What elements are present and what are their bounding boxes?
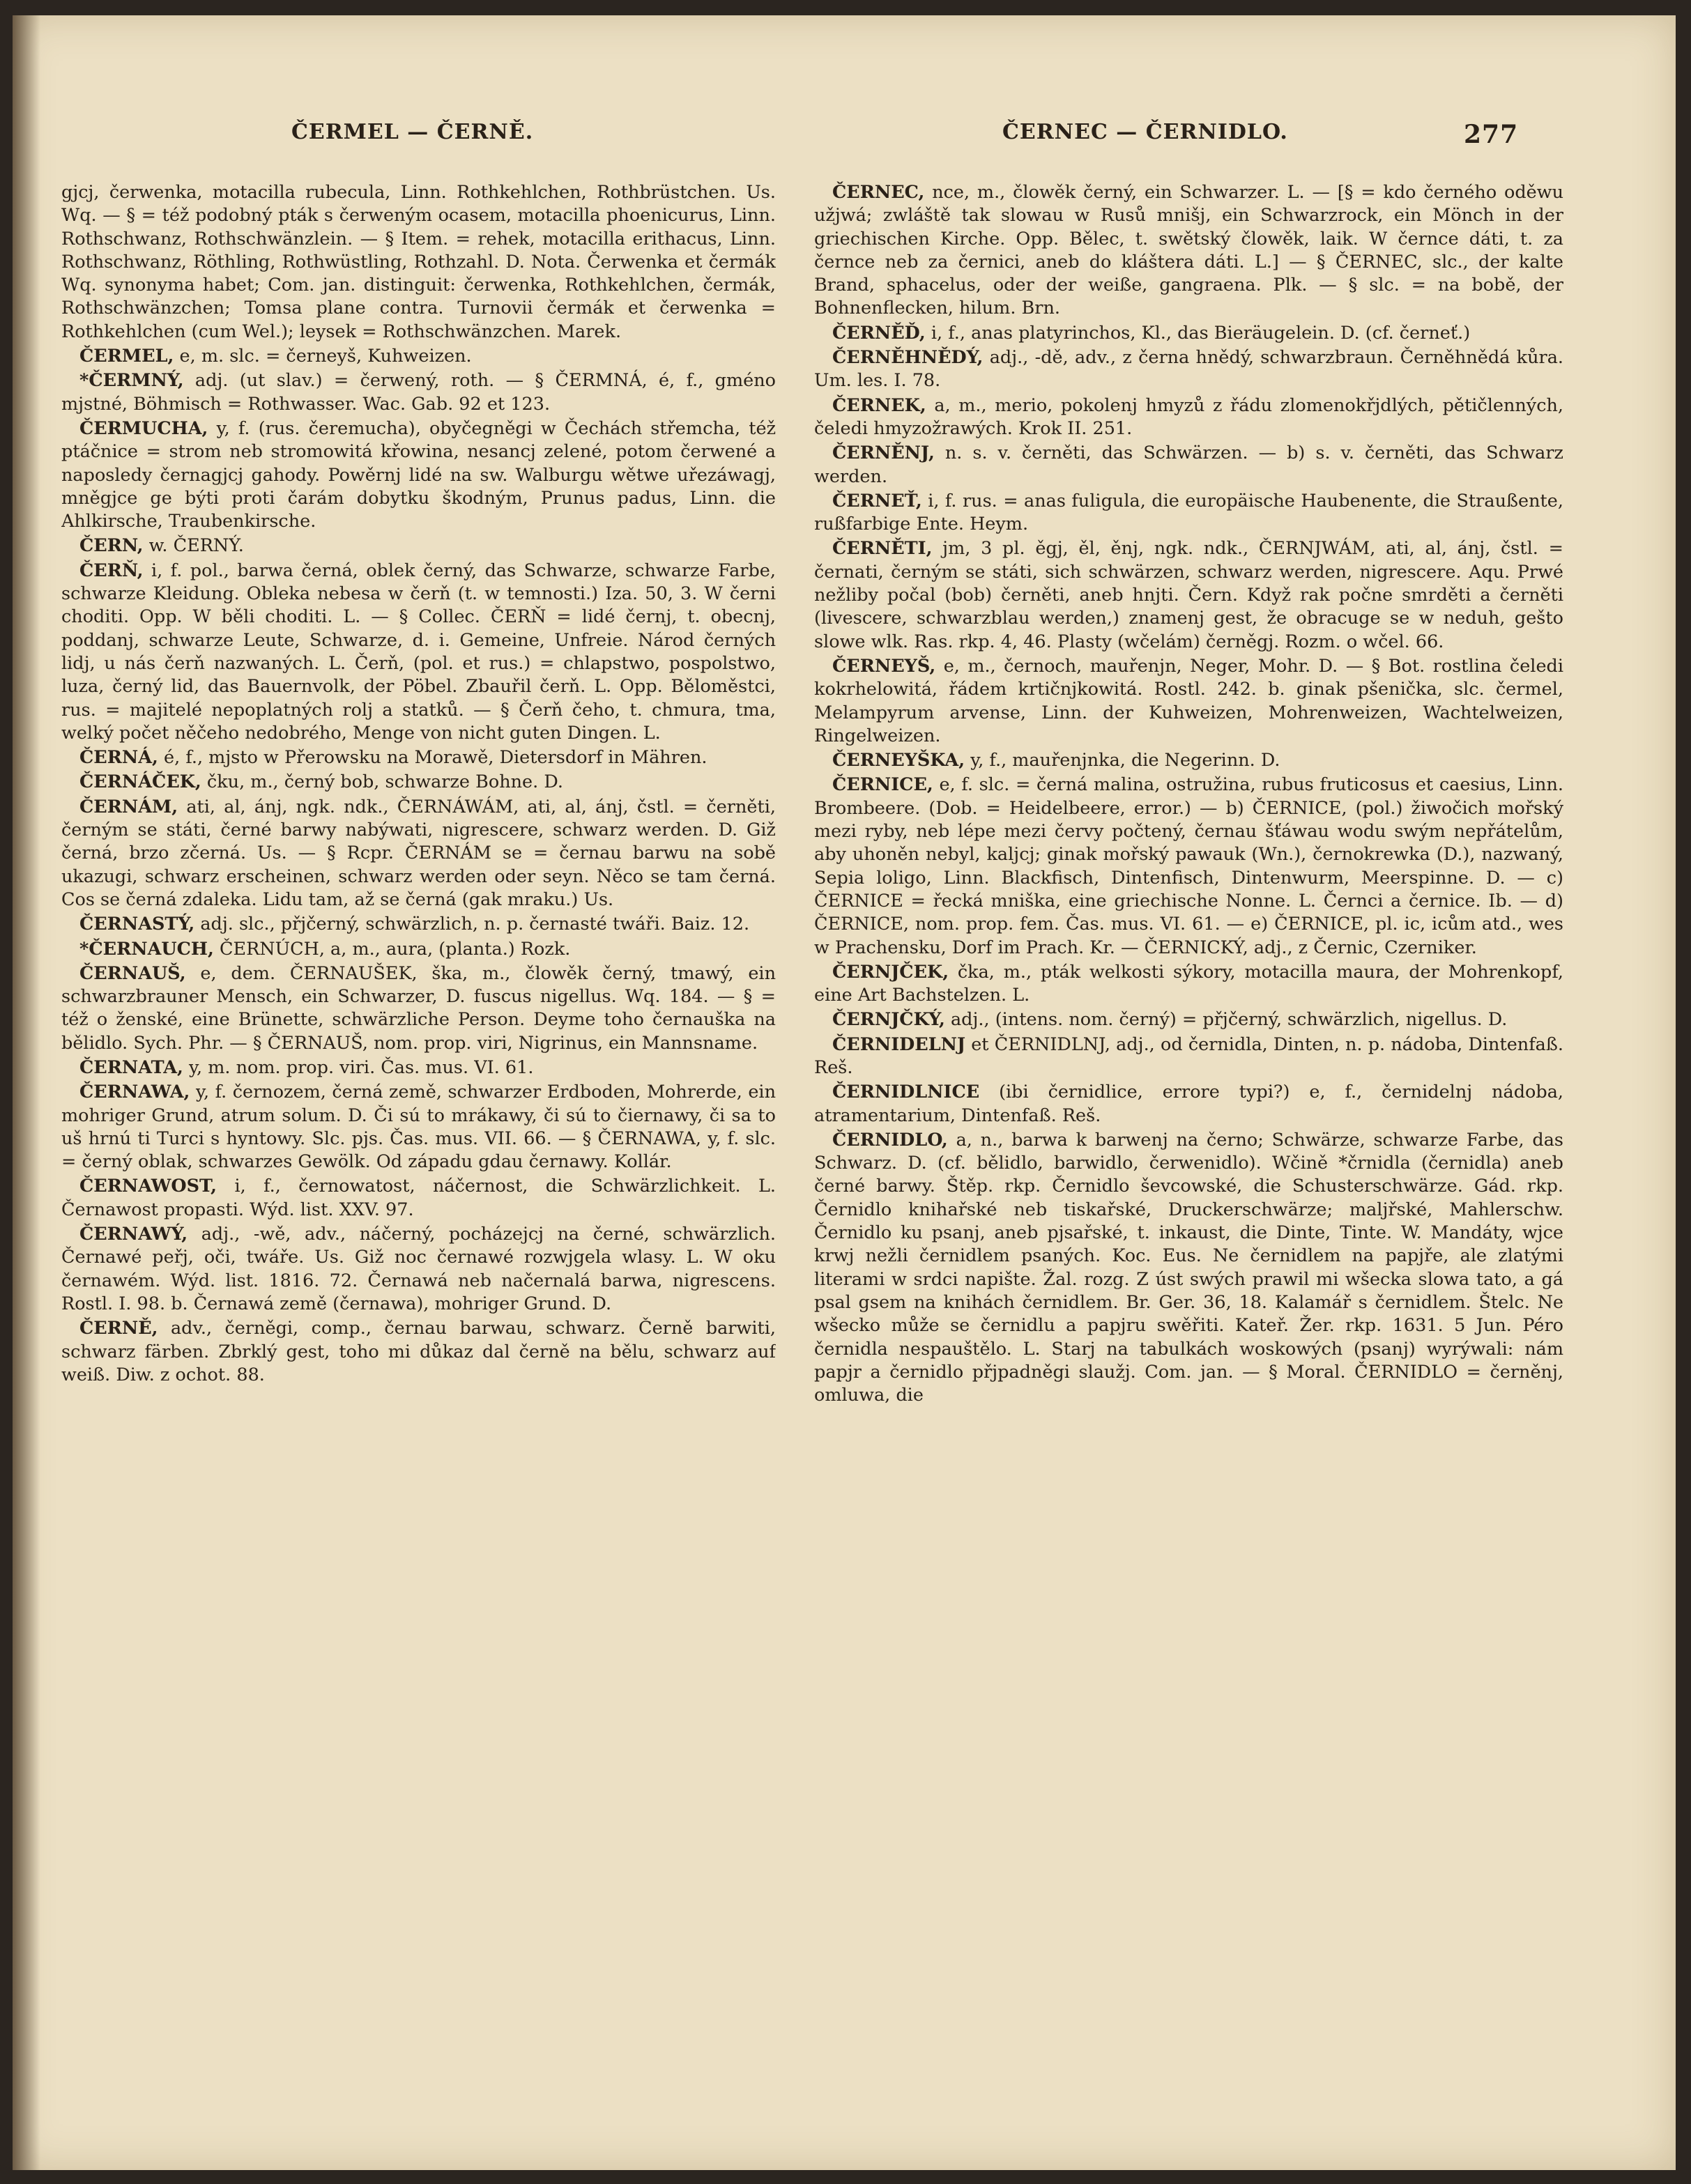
dictionary-entry (61, 1056, 776, 1079)
entry-definition: jm, 3 pl. ěgj, ěl, ěnj, ngk. ndk., ČERNJWÁM, ati, al, ánj, čstl. = černati, černým se státi, sich schwärzen, schwarz werden, nigrescere. Aqu. Prwé nežliby počal (bob) černěti, aneb hnjti. Čern. Když rak počne smrděti a černěti (livescere, schwarzblau werden,) znamenj gest, že obracugе se w neduh, gešto slowe wlk. Ras. rkp. 4, 46. Plasty (wčelám) černěgj. Rozm. o wčel. 66. (814, 538, 1563, 652)
entry-headword: ČERNEK, (832, 394, 926, 416)
entry-definition: e, m. slc. = černeyš, Kuhweizen. (179, 346, 472, 367)
entry-headword: ČERMEL, (79, 346, 174, 367)
entry-headword: ČERNATA, (79, 1056, 183, 1078)
dictionary-entry (814, 749, 1563, 772)
entry-headword: ČERNĚ, (79, 1318, 158, 1339)
entry-headword: ČERŇ, (79, 560, 144, 581)
left-running-header: ČERMEL — ČERNĚ. (291, 120, 534, 144)
entry-headword: ČERNICE, (832, 774, 933, 796)
entry-headword: ČERNEYŠ, (832, 655, 936, 677)
dictionary-entry (61, 369, 776, 416)
entry-headword: ČERNÁČEK, (79, 771, 201, 793)
entry-definition: w. ČERNÝ. (148, 535, 244, 557)
entry-definition: adj., -dě, adv., z černa hnědý, schwarzbraun. Černěhnědá kůra. Um. les. I. 78. (814, 347, 1563, 392)
book-spine-shadow (13, 15, 40, 2170)
entry-definition: e, m., černoch, mauřenjn, Neger, Mohr. D. — § Bot. rostlina čeledi kokrhelowitá, řádem krtičnjkowitá. Rostl. 242. b. ginak pšenička, slc. čermel, Melampyrum arvense, Linn. der Kuhweizen, Mohrenweizen, Wachtelweizen, Ringelweizen. (814, 655, 1563, 746)
entry-headword: ČERNĚHNĚDÝ, (832, 347, 984, 369)
entry-definition: ati, al, ánj, ngk. ndk., ČERNÁWÁM, ati, al, ánj, čstl. = černěti, černým se státi, černé barwy nabýwati, nigrescere, schwarz werden. D. Giž černá, brzo zčerná. Us. — § Rcpr. ČERNÁM se = černau barwu na sobě ukazugi, schwarz erscheinen, schwarz werden oder seyn. Něco se tam černá. Cos se černá zdaleka. Lidu tam, až se černá (gak mraku.) Us. (61, 796, 776, 910)
dictionary-entry (61, 1223, 776, 1316)
entry-definition: čka, m., pták welkosti sýkory, motacilla maura, der Mohrenkopf, eine Art Bachstelzen. L. (814, 961, 1563, 1006)
dictionary-entry (814, 346, 1563, 393)
entry-headword: ČERNEYŠKA, (832, 750, 965, 771)
dictionary-entry (814, 655, 1563, 748)
entry-definition: i, f., černowatost, náčernost, die Schwärzlichkeit. L. Černawost propasti. Wýd. list. XXV. 97. (61, 1176, 776, 1220)
entry-definition: i, f., anas platyrinchos, Kl., das Bieräugelein. D. (cf. černeť.) (931, 322, 1471, 344)
entry-headword: ČERN, (79, 535, 144, 557)
dictionary-entry (814, 774, 1563, 959)
dictionary-entry (61, 771, 776, 794)
entry-definition: a, m., merio, pokolenj hmyzů z řádu zlomenokřjdlých, pětičlenných, čeledi hmyzožrawých. Krok II. 251. (814, 394, 1563, 439)
entry-definition: i, f. rus. = anas fuligula, die europäische Haubenente, die Straußente, rußfarbige Ente. Heym. (814, 490, 1563, 535)
entry-definition: n. s. v. černěti, das Schwärzen. — b) s. v. černěti, das Schwarz werden. (814, 443, 1563, 487)
entry-definition: adj. slc., přjčerný, schwärzlich, n. p. černasté twáři. Baiz. 12. (200, 914, 750, 935)
entry-headword: ČERNAUŠ, (79, 962, 186, 984)
dictionary-entry (814, 442, 1563, 489)
left-column (61, 181, 776, 2125)
entry-headword: ČERNĚTI, (832, 538, 933, 560)
dictionary-page (13, 15, 1676, 2170)
entry-definition: čku, m., černý bob, schwarze Bohne. D. (206, 771, 564, 793)
entry-definition: y, f. (rus. čeremucha), obyčegněgi w Čechách střemcha, též ptáčnice = strom neb stromowitá křowina, nesancj zelené, potom čerwené a naposledy černagjcj gahody. Powěrnj lidé na sw. Walburgu wětwe uřezáwagj, mněgjce ge býti proti čarám dobytku škodným, Prunus padus, Linn. die Ahlkirsche, Traubenkirsche. (61, 417, 776, 532)
dictionary-entry (814, 181, 1563, 321)
dictionary-entry (61, 1317, 776, 1387)
entry-definition: gjcj, čerwenka, motacilla rubecula, Linn. Rothkehlchen, Rothbrüstchen. Us. Wq. — § = též podobný pták s čerweným ocasem, motacilla phoenicurus, Linn. Rothschwanz, Rothschwänzlein. — § Item. = rehek, motacilla erithacus, Linn. Rothschwanz, Röthling, Rothwüstling, Rothzahl. D. Nota. Čerwenka et čermák Wq. synonyma habet; Com. jan. distinguit: čerwenka, Rothkehlchen, čermák, Rothschwänzchen; Tomsa plane contra. Turnovii čermák et čerwenka = Rothkehlchen (cum Wel.); leysek = Rothschwänzchen. Marek. (61, 182, 776, 342)
entry-headword: ČERNEC, (832, 182, 925, 203)
dictionary-entry (814, 1081, 1563, 1128)
entry-definition: é, f., mjsto w Přerowsku na Morawě, Dietersdorf in Mähren. (164, 747, 707, 769)
entry-definition: adj. (ut slav.) = čerwený, roth. — § ČERMNÁ, é, f., gméno mjstné, Böhmisch = Rothwasser. Wac. Gab. 92 et 123. (61, 370, 776, 415)
entry-definition: adv., černěgi, comp., černau barwau, schwarz. Černě barwiti, schwarz färben. Zbrklý gest, toho mi důkaz dal černě na bělu, schwarz auf weiß. Diw. z ochot. 88. (61, 1318, 776, 1385)
entry-definition: e, f. slc. = černá malina, ostružina, rubus fruticosus et caesius, Linn. Brombeere. (Dob. = Heidelbeere, error.) — b) ČERNICE, (pol.) žiwočich mořský mezi ryby, neb lépe mezi červy počtený, černau šťáwau wodu swým nepřátelům, aby uhoněn nebyl, kaljcj; ginak mořský pawauk (Wn.), černokrewka (D.), nazwaný, Sepia loligo, Linn. Blackfisch, Dintenfisch, Dintenwurm, Meerspinne. D. — c) ČERNICE = řecká mniška, eine griechische Nonne. L. Černci a černice. Ib. — d) ČERNICE, nom. prop. fem. Čas. mus. VI. 61. — e) ČERNICE, pl. ic, icům atd., wes w Prachensku, Dorf im Prach. Kr. — ČERNICKÝ, adj., z Černic, Czerniker. (814, 774, 1563, 958)
entry-definition: ČERNÚCH, a, m., aura, (planta.) Rozk. (219, 938, 571, 960)
entry-headword: ČERNIDLNICE (832, 1082, 980, 1103)
entry-definition: e, dem. ČERNAUŠEK, ška, m., člowěk černý, tmawý, ein schwarzbrauner Mensch, ein Schwarzer, D. fuscus nigellus. Wq. 184. — § = též o ženské, eine Brünette, schwärzliche Person. Deyme toho černauška na bělidlo. Sych. Phr. — § ČERNAUŠ, nom. prop. viri, Nigrinus, ein Mannsname. (61, 962, 776, 1054)
dictionary-entry (61, 560, 776, 745)
entry-headword: ČERNÁ, (79, 747, 158, 769)
entry-headword: ČERNĚNJ, (832, 443, 935, 464)
entry-headword: ČERNAWA, (79, 1082, 190, 1103)
dictionary-entry (61, 913, 776, 936)
dictionary-entry (61, 535, 776, 557)
entry-headword: ČERNAWÝ, (79, 1224, 188, 1245)
dictionary-entry (814, 322, 1563, 345)
entry-definition: (ibi černidlice, errore typi?) e, f., černidelnj nádoba, atramentarium, Dintenfaß. Reš. (814, 1082, 1563, 1126)
dictionary-entry (61, 345, 776, 368)
dictionary-entry (814, 1008, 1563, 1031)
entry-headword: ČERNASTÝ, (79, 914, 195, 935)
entry-definition: y, f., mauřenjnka, die Negerinn. D. (970, 750, 1280, 771)
entry-definition: nce, m., člowěk černý, ein Schwarzer. L. — [§ = kdo černého oděwu užjwá; zwláště tak slowau w Rusů mnišj, ein Schwarzrock, ein Mönch in der griechischen Kirche. Opp. Bělec, t. swětský člowěk, laik. W černce dáti, t. za černce neb za černici, aneb do kláštera dáti. L.] — § ČERNEC, slc., der kalte Brand, sphacelus, oder der weiße, gangraena. Plk. — § slc. = na bobě, der Bohnenflecken, hilum. Brn. (814, 182, 1563, 319)
entry-headword: ČERNJČEK, (832, 961, 949, 983)
entry-headword: ČERNIDELNJ (832, 1033, 966, 1055)
entry-definition: adj., -wě, adv., náčerný, pocházejcj na černé, schwärzlich. Černawé peřj, oči, twáře. Us. Giž noc černawé rozwjgela wlasy. L. W oku černawém. Wýd. list. 1816. 72. Černawá neb načernalá barwa, nigrescens. Rostl. I. 98. b. Černawá země (černawa), mohriger Grund. D. (61, 1224, 776, 1314)
dictionary-entry (61, 181, 776, 344)
right-column (814, 181, 1563, 2125)
entry-headword: *ČERNAUCH, (79, 938, 214, 960)
dictionary-entry (814, 961, 1563, 1008)
dictionary-entry (61, 938, 776, 961)
entry-headword: ČERNAWOST, (79, 1176, 217, 1197)
dictionary-entry (61, 746, 776, 769)
entry-definition: y, m. nom. prop. viri. Čas. mus. VI. 61. (188, 1056, 534, 1078)
entry-headword: ČERNÁM, (79, 796, 178, 817)
right-running-header: ČERNEC — ČERNIDLO. (1002, 120, 1288, 144)
dictionary-entry (61, 796, 776, 912)
dictionary-entry (814, 394, 1563, 441)
dictionary-entry (814, 1129, 1563, 1408)
dictionary-entry (814, 1033, 1563, 1080)
entry-definition: adj., (intens. nom. černý) = přjčerný, schwärzlich, nigellus. D. (950, 1009, 1508, 1031)
entry-headword: *ČERMNÝ, (79, 370, 184, 392)
dictionary-entry (61, 1175, 776, 1222)
entry-definition: et ČERNIDLNJ, adj., od černidla, Dinten, n. p. nádoba, Dintenfaß. Reš. (814, 1033, 1563, 1078)
entry-headword: ČERNEŤ, (832, 490, 922, 512)
entry-definition: i, f. pol., barwa černá, oblek černý, das Schwarze, schwarze Farbe, schwarze Kleidung. Obleka nebesa w čerň (t. w temnosti.) Iza. 50, 3. W černi choditi. Opp. W běli choditi. L. — § Collec. ČERŇ = lidé černj, t. obecnj, poddanj, schwarze Leute, Schwarze, d. i. Gemeine, Unfreie. Národ černých lidj, u nás čerň nazwaných. L. Čerň, (pol. et rus.) = chlapstwo, pospolstwo, luza, černý lid, das Bauernvolk, der Pöbel. Zbauřil čerň. L. Opp. Běloměstci, rus. = majitelé nepoplatných rolj a statků. — § Čerň čeho, t. chmura, tma, welký počet něčeho nedobrého, Menge von nicht guten Dingen. L. (61, 560, 776, 744)
entry-definition: a, n., barwa k barwenj na černo; Schwärze, schwarze Farbe, das Schwarz. D. (cf. bělidlo, barwidlo, čerwenidlo). Wčině *črnidla (černidla) aneb černé barwy. Štěp. rkp. Černidlo ševcowské, die Schusterschwärze. Gád. rkp. Černidlo knihařské neb tiskařské, Druckerschwärze; maljřské, Mahlerschw. Černidlo ku psanj, aneb pjsařské, t. inkaust, die Dinte, Tinte. W. Mandáty, wjce krwj nežli černidlem psaných. Koc. Eus. Ne černidlem na papjře, ale zlatými literami w srdci napište. Žal. rozg. Z úst swých prawil mi wšecka slowa tato, a gá psal gsem na knihách černidlem. Br. Ger. 36, 18. Kalamář s černidlem. Štelc. Ne wšecko může se černidlu a papjru swěřiti. Kateř. Žer. rkp. 1631. 5 Jun. Péro černidla nespauštělo. L. Starj na tabulkách woskowých (psanj) wyrýwali: nám papjr a černidlo přjpadněgi slaužj. Com. jan. — § Moral. ČERNIDLO = černěnj, omluwa, die (814, 1129, 1563, 1406)
dictionary-entry (814, 537, 1563, 653)
entry-headword: ČERNJČKÝ, (832, 1009, 945, 1031)
dictionary-entry (814, 490, 1563, 537)
dictionary-entry (61, 1081, 776, 1174)
page-number: 277 (1464, 120, 1519, 149)
entry-headword: ČERNĚĎ, (832, 322, 926, 344)
entry-headword: ČERMUCHA, (79, 417, 208, 439)
dictionary-entry (61, 962, 776, 1055)
entry-definition: y, f. černozem, černá země, schwarzer Erdboden, Mohrerde, ein mohriger Grund, atrum solum. D. Či sú to mrákawy, či sú to čiernawy, či sa to uš hrnú ti Turci s hyntowy. Slc. pjs. Čas. mus. VII. 66. — § ČERNAWA, y, f. slc. = černý oblak, schwarzes Gewölk. Od západu gdau černawy. Kollár. (61, 1082, 776, 1173)
entry-headword: ČERNIDLO, (832, 1129, 948, 1151)
dictionary-entry (61, 417, 776, 533)
